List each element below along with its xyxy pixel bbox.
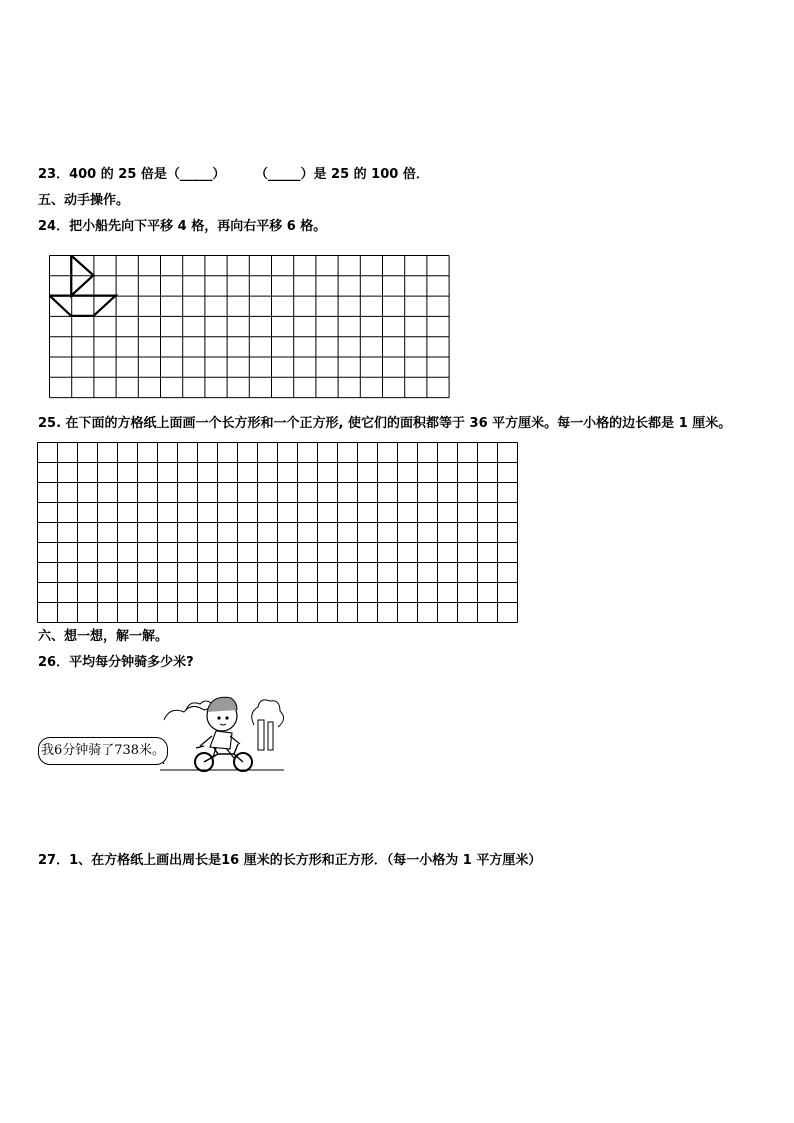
boat-grid[interactable]	[49, 255, 451, 399]
drawing-grid[interactable]	[37, 442, 520, 624]
section-6-heading: 六、想一想，解一解。	[38, 629, 169, 644]
boat-outline	[50, 296, 116, 316]
section-5-heading: 五、动手操作。	[38, 193, 130, 208]
question-27: 27．1、在方格纸上画出周长是16 厘米的长方形和正方形．（每一小格为 1 平方厘米）	[38, 853, 542, 868]
speech-bubble: 我6分钟骑了738米。	[38, 737, 168, 765]
question-23-part-a: 23．400 的 25 倍是（_____）	[38, 167, 226, 182]
question-25: 25. 在下面的方格纸上面画一个长方形和一个正方形, 使它们的面积都等于 36 平方厘米。每一小格的边长都是 1 厘米。	[38, 416, 732, 431]
boat-shape	[50, 256, 116, 316]
question-26: 26．平均每分钟骑多少米?	[38, 655, 194, 670]
question-23-part-b: （_____）是 25 的 100 倍．	[255, 167, 429, 182]
drawing-grid-svg[interactable]	[37, 442, 520, 624]
question-24: 24．把小船先向下平移 4 格，再向右平移 6 格。	[38, 219, 327, 234]
boat-grid-svg[interactable]	[49, 255, 451, 399]
